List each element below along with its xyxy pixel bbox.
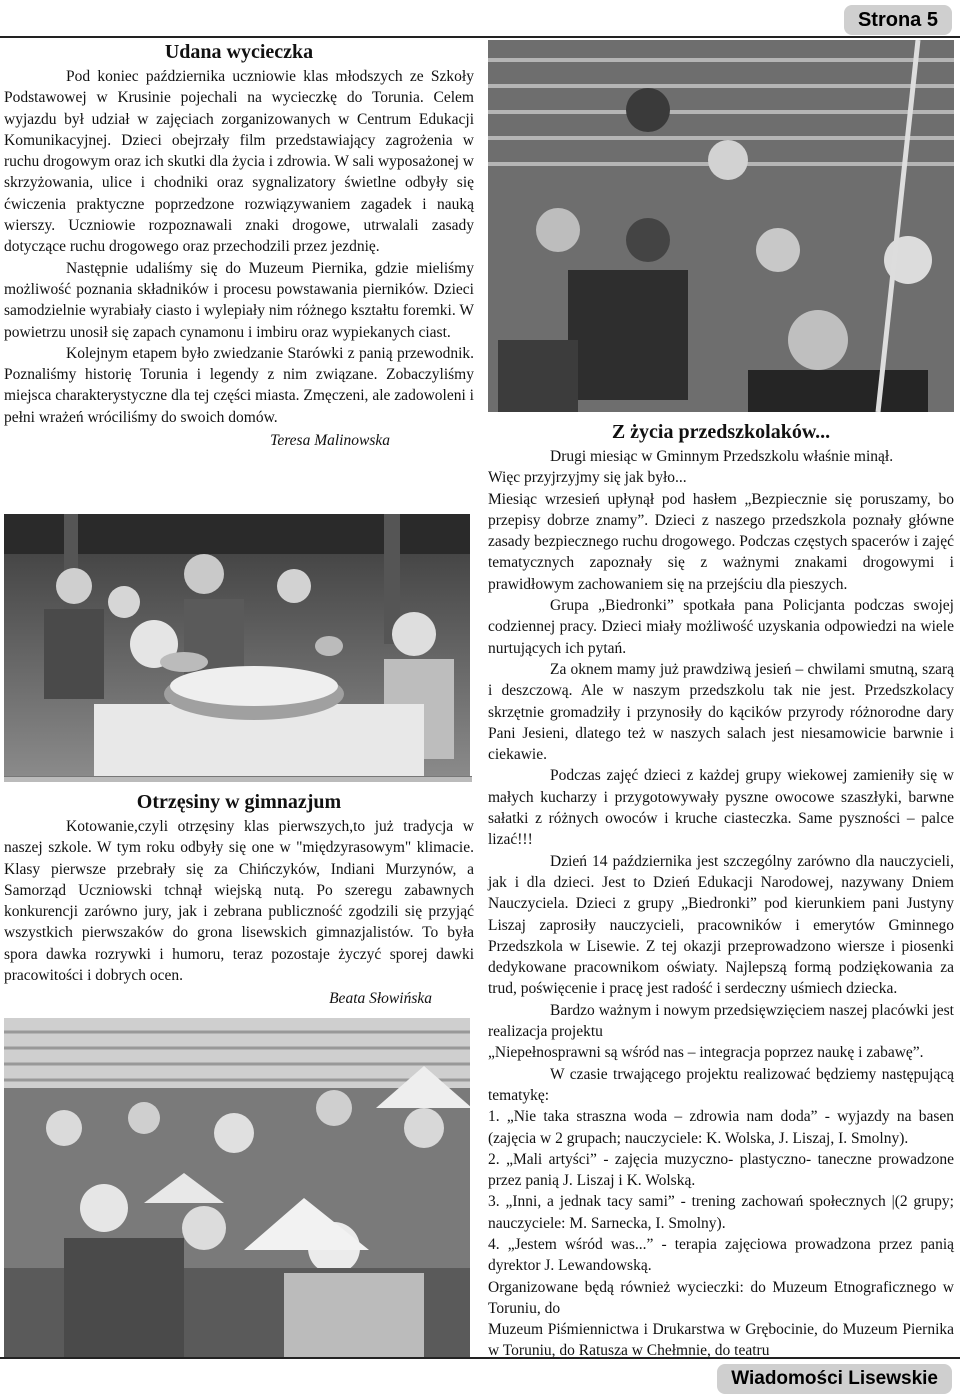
article-paragraph: Muzeum Piśmiennictwa i Drukarstwa w Grębocinie, do Muzeum Piernika w Toruniu, do Ratusza w Chełmnie, do teatru bbox=[488, 1321, 954, 1360]
publication-name: Wiadomości Lisewskie bbox=[717, 1364, 952, 1394]
section-divider bbox=[4, 776, 472, 782]
list-item: 4. „Jestem wśród was...” - terapia zajęciowa prowadzona przez panią dyrektor J. Lewandowską. bbox=[488, 1235, 954, 1275]
list-item: 3. „Inni, a jednak tacy sami” - trening zachowań społecznych |(2 grupy; nauczyciele: M. Sarnecka, I. Smolny). bbox=[488, 1193, 954, 1232]
article-paragraph: Pod koniec października uczniowie klas młodszych ze Szkoły Podstawowej w Krusinie pojechali na wycieczkę do Torunia. Celem wyjazdu był udział w zajęciach zorganizowanych w Centrum Edukacji Komunikacyjnej. Dzieci obejrzały film przedstawiający zagrożenia w ruchu drogowym oraz ich skutki dla życia i zdrowia. W sali wyposażonej w skrzyżowania, ulice i chodniki oraz sygnalizatory świetlne odbyły się ćwiczenia praktyczne poprzedzone rozwiązywaniem zagadek i nauką wierszy. Uczniowie rozpoznawali znaki drogowe, utrwalali zasady dotyczące ruchu drogowego oraz przechodzili przez jezdnię. bbox=[4, 68, 474, 256]
article-title: Z życia przedszkolaków... bbox=[611, 421, 831, 443]
page-header bbox=[0, 0, 960, 38]
article-paragraph: Organizowane będą również wycieczki: do Muzeum Etnograficznego w Toruniu, do bbox=[488, 1278, 954, 1317]
article-paragraph: Bardzo ważnym i nowym przedsięwzięciem naszej placówki jest realizacja projektu bbox=[488, 1001, 954, 1041]
article-author: Beata Słowińska bbox=[329, 990, 432, 1008]
photo-costumed-students bbox=[488, 40, 954, 412]
article-paragraph: Kolejnym etapem było zwiedzanie Starówki z panią przewodnik. Poznaliśmy historię Torunia i legendy z nim związane. Zobaczyliśmy miejsca charakterystyczne dla tej części miasta. Zmęczeni, ale zadowoleni i pełni wrażeń wróciliśmy do swoich domów. bbox=[4, 344, 474, 426]
article-z-zycia-przedszkolakow bbox=[488, 420, 954, 1362]
page-number-badge: Strona 5 bbox=[844, 5, 952, 35]
article-paragraph: Więc przyjrzyjmy się jak było... bbox=[488, 469, 687, 487]
article-udana-wycieczka bbox=[4, 40, 474, 451]
article-paragraph: Miesiąc wrzesień upłynął pod hasłem „Bezpiecznie się poruszamy, bo przepisy dobrze znamy”. Dzieci z naszego przedszkola poznały główne zasady bezpiecznego ruchu drogowego. Podczas częstych spacerów i zajęć tematycznych zapoznały się z ważnymi znakami drogowymi i prawidłowym zachowaniem się na przejściu dla pieszych. bbox=[488, 490, 954, 593]
article-paragraph: Podczas zajęć dzieci z każdej grupy wiekowej zamieniły się w małych kucharzy i przygotowywały pyszne owocowe szaszłyki, barwne sałatki z różnych owoców i kruche ciasteczka. Same pyszności – palce lizać!!! bbox=[488, 767, 954, 849]
article-paragraph: Drugi miesiąc w Gminnym Przedszkolu właśnie minął. bbox=[550, 448, 894, 465]
article-otrzesiny bbox=[4, 790, 474, 1010]
photo-chinese-hats bbox=[4, 1018, 470, 1358]
article-paragraph: „Niepełnosprawni są wśród nas – integracja poprzez naukę i zabawę”. bbox=[488, 1044, 924, 1062]
article-title: Udana wycieczka bbox=[164, 41, 314, 63]
article-paragraph: Kotowanie,czyli otrzęsiny klas pierwszych,to już tradycja w naszej szkole. W tym roku odbyły się one w "międzyrasowym" klimacie. Klasy pierwsze przebrały się za Chińczyków, Indiani Murzynów, a Samorząd Uczniowski tchnął wiejską nutą. Po szeregu zabawnych konkurencji zarówno jury, jak i zebrana publiczność zgodzili się przyjąć wszystkich pierwszaków do grona lisewskich gimnazjalistów. To była spora dawka rozrywki i humoru, teraz pozostaje życzyć sporej dawki pracowitości i dobrych ocen. bbox=[4, 818, 474, 985]
article-paragraph: Dzień 14 października jest szczególny zarówno dla nauczycieli, jak i dla dzieci. Jest to Dzień Edukacji Narodowej, nazywany Dniem Nauczyciela. Dzieci z grupy „Biedronki” pod kierunkiem pani Justyny Liszaj zaprosiły nauczycieli, pracowników i emerytów Gminnego Przedszkola w Lisewie. Z tej okazji przeprowadzono wiersze i piosenki dedykowane pracownikom oświaty. Najlepszą formą podziękowania za trud, poświęcenie i pracę jest radość i serdeczny uśmiech dziecka. bbox=[488, 852, 954, 998]
article-author: Teresa Malinowska bbox=[270, 432, 390, 450]
page-footer bbox=[0, 1357, 960, 1395]
photo-gingerbread-museum bbox=[4, 514, 470, 776]
article-paragraph: Grupa „Biedronki” spotkała pana Policjanta podczas swojej codziennej pracy. Dzieci miały możliwość uzyskania odpowiedzi na wiele nurtujących ich pytań. bbox=[488, 597, 954, 657]
article-paragraph: Za oknem mamy już prawdziwą jesień – chwilami smutną, szarą i deszczową. Ale w naszym przedszkolu tak nie jest. Przedszkolacy skrzętnie gromadziły i przynosiły do kącików przyrody różnorodne dary Pani Jesieni, dlatego też w naszych salach jest niesamowicie barwnie i ciekawie. bbox=[488, 660, 954, 764]
list-item: 2. „Mali artyści” - zajęcia muzyczno- plastyczno- taneczne prowadzone przez panią J. Liszaj i K. Wolską. bbox=[488, 1150, 954, 1190]
article-paragraph: Następnie udaliśmy się do Muzeum Piernika, gdzie mieliśmy możliwość poznania składników i procesu powstawania pierników. Dzieci samodzielnie wyrabiały ciasto i wylepiały nim różnego kształtu foremki. W powietrzu unosił się zapach cynamonu i imbiru oraz wypiekanych ciast. bbox=[4, 259, 474, 341]
list-item: 1. „Nie taka straszna woda – zdrowia nam doda” - wyjazdy na basen (zajęcia w 2 grupach; nauczyciele: K. Wolska, J. Liszaj, I. Smolny). bbox=[488, 1108, 954, 1147]
article-title: Otrzęsiny w gimnazjum bbox=[136, 791, 342, 813]
article-paragraph: W czasie trwającego projektu realizować będziemy następującą tematykę: bbox=[488, 1065, 954, 1104]
